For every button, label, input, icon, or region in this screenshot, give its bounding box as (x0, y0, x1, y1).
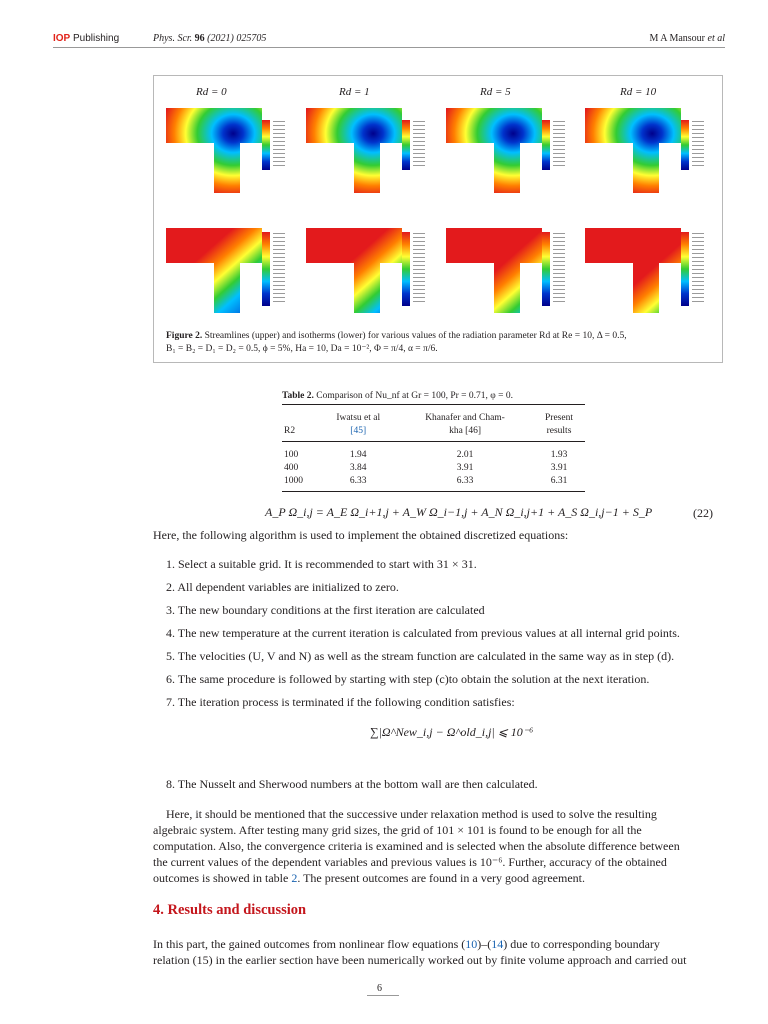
equation-link[interactable]: 10 (465, 937, 478, 951)
table-cell: 3.91 (550, 462, 568, 473)
section-heading: 4. Results and discussion (153, 902, 307, 918)
colorbar (681, 232, 689, 306)
comparison-table (282, 405, 585, 492)
header-iwatsu: Iwatsu et al (336, 412, 381, 423)
equation-link[interactable]: 14 (491, 937, 504, 951)
table-cell: 100 (284, 449, 299, 460)
colorbar (542, 120, 550, 170)
streamline-plot (306, 108, 402, 193)
list-item: 8. The Nusselt and Sherwood numbers at the bottom wall are then calculated. (166, 777, 538, 791)
table-cell: 1.93 (550, 449, 568, 460)
figure-caption: Figure 2. Streamlines (upper) and isotherms (lower) for various values of the radiation parameter Rd at Re = 10, Δ = 0.5, B₁ = B₂ = D₁ = D₂ = 0.5, ϕ = 5%, Ha = 10, Da = 10⁻², Φ = π/4, α = π/6. (166, 331, 627, 354)
colorbar-ticks (413, 233, 425, 305)
table-cell: 3.84 (349, 462, 367, 473)
colorbar-ticks (692, 233, 704, 305)
table-cell: 3.91 (456, 462, 474, 473)
table-row (282, 461, 585, 474)
table-row (282, 474, 585, 492)
colorbar (402, 232, 410, 306)
streamline-plot (585, 108, 681, 193)
colorbar-ticks (553, 233, 565, 305)
table-cell: 2.01 (456, 449, 474, 460)
journal-citation: Phys. Scr. 96 (2021) 025705 (153, 33, 267, 44)
ref-45[interactable]: [45] (319, 424, 397, 442)
equation-22: A_P Ω_i,j = A_E Ω_i+1,j + A_W Ω_i−1,j + A_N Ω_i,j+1 + A_S Ω_i,j−1 + S_P (265, 505, 653, 519)
list-item: 1. Select a suitable grid. It is recommended to start with 31 × 31. (166, 557, 477, 571)
convergence-criterion: ∑|Ω^New_i,j − Ω^old_i,j| ⩽ 10⁻⁶ (370, 725, 534, 739)
table-cell: 1.94 (349, 449, 367, 460)
column-label-rd5: Rd = 5 (480, 86, 511, 98)
column-label-rd0: Rd = 0 (196, 86, 227, 98)
column-label-rd10: Rd = 10 (620, 86, 657, 98)
table-cell: 400 (284, 462, 299, 473)
list-item: 3. The new boundary conditions at the first iteration are calculated (166, 603, 485, 617)
table-cell: 6.33 (397, 474, 533, 492)
streamline-plot (446, 108, 542, 193)
isotherm-plot (306, 228, 402, 313)
table-header-row: R2 [45] kha [46] results (282, 424, 585, 442)
ref-46[interactable]: kha [46] (397, 424, 533, 442)
table-link[interactable]: 2 (291, 871, 298, 885)
colorbar-ticks (692, 121, 704, 169)
colorbar-ticks (413, 121, 425, 169)
colorbar (402, 120, 410, 170)
equation-number: (22) (693, 506, 713, 520)
paragraph: Here, it should be mentioned that the successive under relaxation method is used to solve the resulting algebraic system. After testing many grid sizes, the grid of 101 × 101 is found to be enough for all the computation. Also, the convergence criteria is examined and is selected when the absolute difference between the current values of the dependent variables and previous values is 10⁻⁶. Further, accuracy of the obtained outcomes is showed in table 2. The present outcomes are found in a very good agreement. (153, 807, 680, 885)
list-item: 7. The iteration process is terminated if the following condition satisfies: (166, 695, 515, 709)
running-authors: M A Mansour et al (649, 33, 725, 44)
column-label-rd1: Rd = 1 (339, 86, 370, 98)
table-cell: 6.31 (533, 474, 585, 492)
publisher-logo: IOP Publishing (53, 33, 120, 44)
colorbar (542, 232, 550, 306)
colorbar (681, 120, 689, 170)
list-item: 6. The same procedure is followed by starting with step (c)to obtain the solution at the next iteration. (166, 672, 650, 686)
isotherm-plot (166, 228, 262, 313)
header-rule (53, 47, 725, 48)
paragraph: In this part, the gained outcomes from nonlinear flow equations (10)–(14) due to corresponding boundary relation (15) in the earlier section have been numerically worked out by finite volume approach and carried out (153, 937, 687, 967)
streamline-plot (166, 108, 262, 193)
colorbar (262, 232, 270, 306)
table-header-row: Iwatsu et al Khanafer and Cham- Present (282, 405, 585, 424)
colorbar-ticks (273, 233, 285, 305)
isotherm-plot (446, 228, 542, 313)
table-cell: 1000 (282, 474, 319, 492)
algorithm-intro: Here, the following algorithm is used to implement the obtained discretized equations: (153, 528, 569, 542)
footer-rule (367, 995, 399, 996)
table-caption: Table 2. Comparison of Nu_nf at Gr = 100, Pr = 0.71, φ = 0. (282, 391, 513, 401)
table-row (282, 442, 585, 462)
list-item: 4. The new temperature at the current iteration is calculated from previous values at all internal grid points. (166, 626, 680, 640)
list-item: 5. The velocities (U, V and N) as well as the stream function are calculated in the same way as in step (d). (166, 649, 675, 663)
colorbar-ticks (273, 121, 285, 169)
isotherm-plot (585, 228, 681, 313)
colorbar-ticks (553, 121, 565, 169)
table-cell: 6.33 (319, 474, 397, 492)
page-number: 6 (377, 983, 382, 994)
list-item: 2. All dependent variables are initialized to zero. (166, 580, 399, 594)
colorbar (262, 120, 270, 170)
